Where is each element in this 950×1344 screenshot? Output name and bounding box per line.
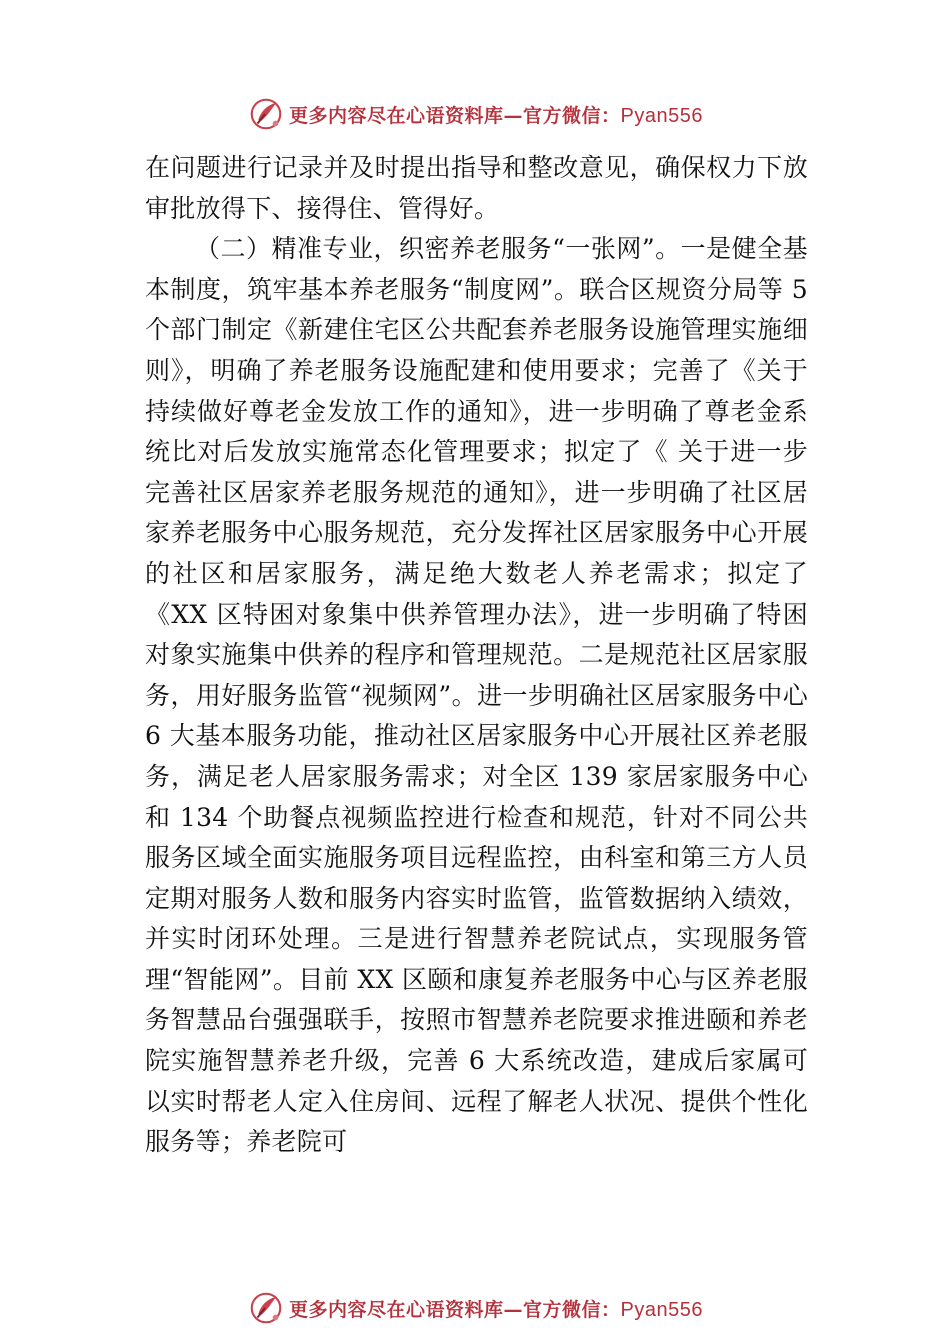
footer-watermark — [0, 1288, 950, 1328]
watermark-text: 更多内容尽在心语资料库—官方微信：Pyan556 — [289, 104, 703, 127]
paragraph-continuation: 在问题进行记录并及时提出指导和整改意见，确保权力下放审批放得下、接得住、管得好。 — [145, 153, 808, 223]
brand-logo-icon — [247, 1289, 285, 1327]
paragraph-section-two: （二）精准专业，织密养老服务“一张网”。一是健全基本制度，筑牢基本养老服务“制度网”。联合区规资分局等 5 个部门制定《新建住宅区公共配套养老服务设施管理实施细则》，明确了养老服务设施配建和使用要求；完善了《关于持续做好尊老金发放工作的通知》，进一步明确了尊老金系统比对后发放实施常态化管理要求；拟定了《 关于进一步完善社区居家养老服务规范的通知》，进一步明确了社区居家养老服务中心服务规范，充分发挥社区居家服务中心开展的社区和居家服务，满足绝大数老人养老需求；拟定了《XX 区特困对象集中供养管理办法》，进一步明确了特困对象实施集中供养的程序和管理规范。二是规范社区居家服务，用好服务监管“视频网”。进一步明确社区居家服务中心 6 大基本服务功能，推动社区居家服务中心开展社区养老服务，满足老人居家服务需求；对全区 139 家居家服务中心和 134 个助餐点视频监控进行检查和规范，针对不同公共服务区域全面实施服务项目远程监控，由科室和第三方人员定期对服务人数和服务内容实时监管，监管数据纳入绩效，并实时闭环处理。三是进行智慧养老院试点，实现服务管理“智能网”。目前 XX 区颐和康复养老服务中心与区养老服务智慧品台强强联手，按照市智慧养老院要求推进颐和养老院实施智慧养老升级，完善 6 大系统改造，建成后家属可以实时帮老人定入住房间、远程了解老人状况、提供个性化服务等；养老院可 — [145, 234, 808, 1157]
watermark-text: 更多内容尽在心语资料库—官方微信：Pyan556 — [289, 1298, 703, 1321]
header-watermark — [0, 94, 950, 134]
brand-logo-icon — [247, 95, 285, 133]
document-body — [145, 148, 808, 1163]
